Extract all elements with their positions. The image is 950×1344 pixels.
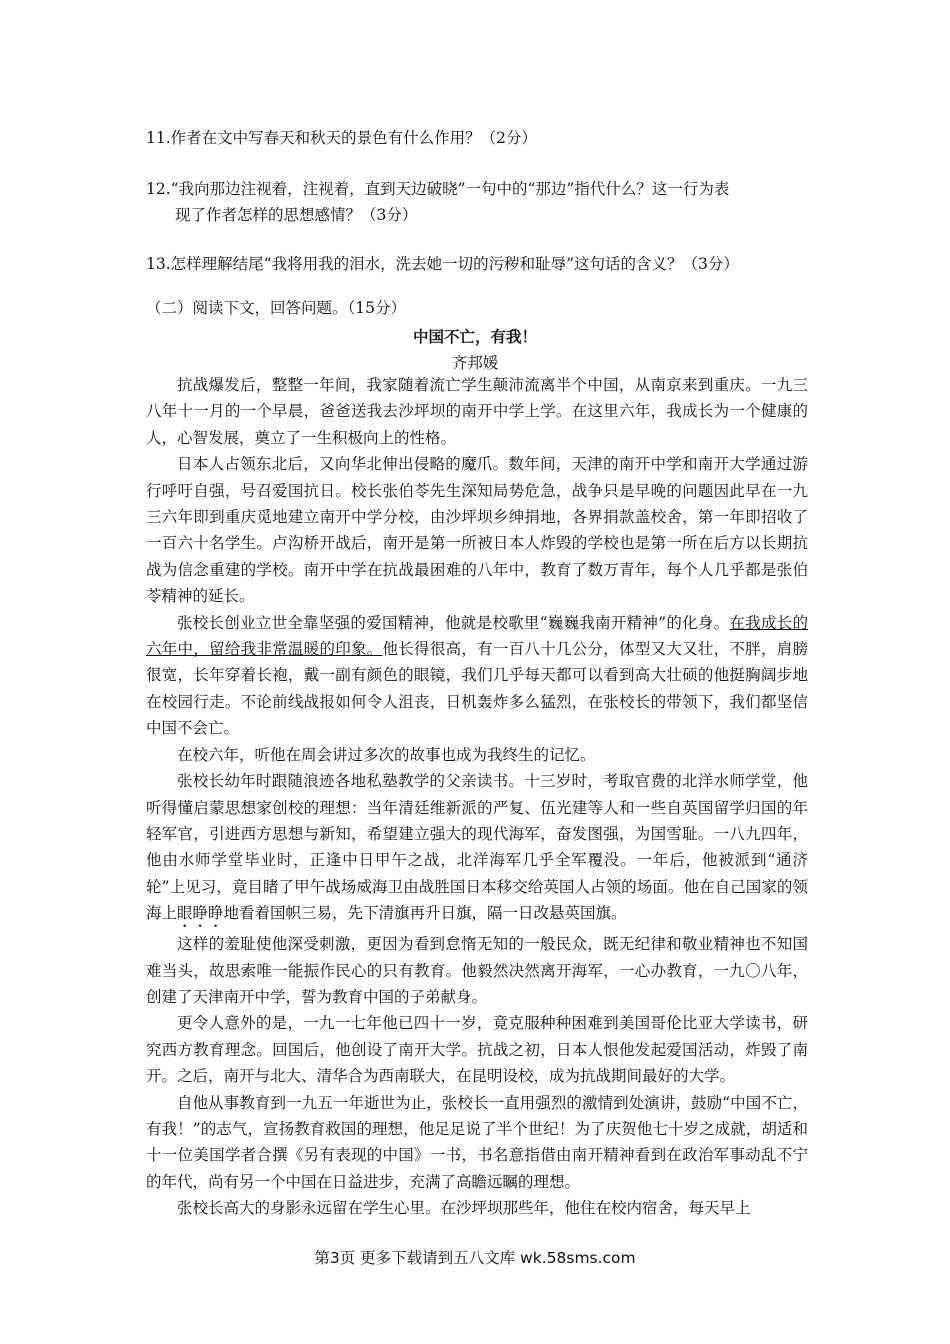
paragraph-5-start: 张校长幼年时跟随浪迹各地私塾教学的父亲读书。十三岁时，考取官费的北洋水师学堂，他听得懂启蒙思想家创校的理想：当年清廷维新派的严复、伍光建等人和一些自英国留学归国的年轻军官，引进西方思想与新知，希望建立强大的现代海军，奋发图强，为国雪耻。一八九四年，他由水师学堂毕业时，正逢中日甲午之战，北洋海军几乎全军覆没。一年后，他被派到“通济轮”上见习，竟目睹了甲午战场威海卫由战胜国日本移交给英国人占领的场面。他在自己国家的领海上 xyxy=(146,772,808,923)
article-author: 齐邦媛 xyxy=(451,354,499,372)
question-12-line1: 12.“我向那边注视着，注视着，直到天边破晓”一句中的“那边”指代什么？这一行为表 xyxy=(146,180,730,198)
paragraph-4: 在校六年，听他在周会讲过多次的故事也成为我终生的记忆。 xyxy=(177,745,596,764)
paragraph-6: 这样的羞耻使他深受刺激，更因为看到怠惰无知的一般民众，既无纪律和敬业精神也不知国难当头，故思索唯一能振作民心的只有教育。他毅然决然离开海军，一心办教育，一九〇八年，创建了天津南开中学，誓为教育中国的子弟献身。 xyxy=(146,935,808,1006)
paragraph-9: 张校长高大的身影永远留在学生心里。在沙坪坝那些年，他住在校内宿舍，每天早上 xyxy=(177,1199,751,1218)
question-12-line2: 现了作者怎样的思想感情？（3分） xyxy=(175,206,418,224)
paragraph-1: 抗战爆发后，整整一年间，我家随着流亡学生颠沛流离半个中国，从南京来到重庆。一九三八年十一月的一个早晨，爸爸送我去沙坪坝的南开中学上学。在这里六年，我成长为一个健康的人，心智发展，奠立了一生积极向上的性格。 xyxy=(146,376,808,447)
question-13: 13.怎样理解结尾“我将用我的泪水，洗去她一切的污秽和耻辱”这句话的含义？（3分） xyxy=(146,255,739,273)
paragraph-5-end: 地看着国帜三易，先下清旗再升日旗，隔一日改悬英国旗。 xyxy=(223,904,627,923)
question-11: 11.作者在文中写春天和秋天的景色有什么作用？（2分） xyxy=(146,129,538,147)
question-12 xyxy=(146,176,808,228)
paragraph-3-end: 他长得很高，有一百八十几公分，体型又大又壮，不胖，肩膀很宽，长年穿着长袍，戴一副有颜色的眼镜，我们几乎每天都可以看到高大壮硕的他挺胸阔步地在校园行走。不论前线战报如何令人沮丧，日机轰炸多么猛烈，在张校长的带领下，我们都坚信中国不会亡。 xyxy=(146,640,808,738)
dotted-word: 眼睁睁 xyxy=(177,904,224,923)
paragraph-8: 自他从事教育到一九五一年逝世为止，张校长一直用强烈的激情到处演讲，鼓励“中国不亡，有我！”的志气，宣扬教育救国的理想，他足足说了半个世纪！为了庆贺他七十岁之成就，胡适和十一位美国学者合撰《另有表现的中国》一书，书名意指借由南开精神看到在政治军事动乱不宁的年代，尚有另一个中国在日益进步，充满了高瞻远瞩的理想。 xyxy=(146,1093,808,1191)
section-heading: （二）阅读下文，回答问题。（15分） xyxy=(146,299,406,317)
underlined-sentence: 在我成长的六年中，留给我非常温暖的印象。 xyxy=(146,613,808,659)
paragraph-5 xyxy=(146,768,808,931)
article-body xyxy=(146,372,808,1222)
paragraph-3 xyxy=(146,610,808,742)
page-footer: 第3页 更多下载请到五八文库 wk.58sms.com xyxy=(314,1249,636,1267)
paragraph-2: 日本人占领东北后，又向华北伸出侵略的魔爪。数年间，天津的南开中学和南开大学通过游行呼吁自强，号召爱国抗日。校长张伯苓先生深知局势危急，战争只是早晚的问题因此早在一九三六年即到重庆觅地建立南开中学分校，由沙坪坝乡绅捐地，各界捐款盖校舍，第一年即招收了一百六十名学生。卢沟桥开战后，南开是第一所被日本人炸毁的学校也是第一所在后方以长期抗战为信念重建的学校。南开中学在抗战最困难的八年中，教育了数万青年，每个人几乎都是张伯苓精神的延长。 xyxy=(146,455,808,606)
article-title: 中国不亡，有我！ xyxy=(412,328,537,346)
paragraph-7: 更令人意外的是，一九一七年他已四十一岁，竟克服种种困难到美国哥伦比亚大学读书，研究西方教育理念。回国后，他创设了南开大学。抗战之初，日本人恨他发起爱国活动，炸毁了南开。之后，南开与北大、清华合为西南联大，在昆明设校，成为抗战期间最好的大学。 xyxy=(146,1014,808,1086)
paragraph-3-start: 张校长创业立世全靠坚强的爱国精神，他就是校歌里“巍巍我南开精神”的化身。 xyxy=(177,613,730,632)
